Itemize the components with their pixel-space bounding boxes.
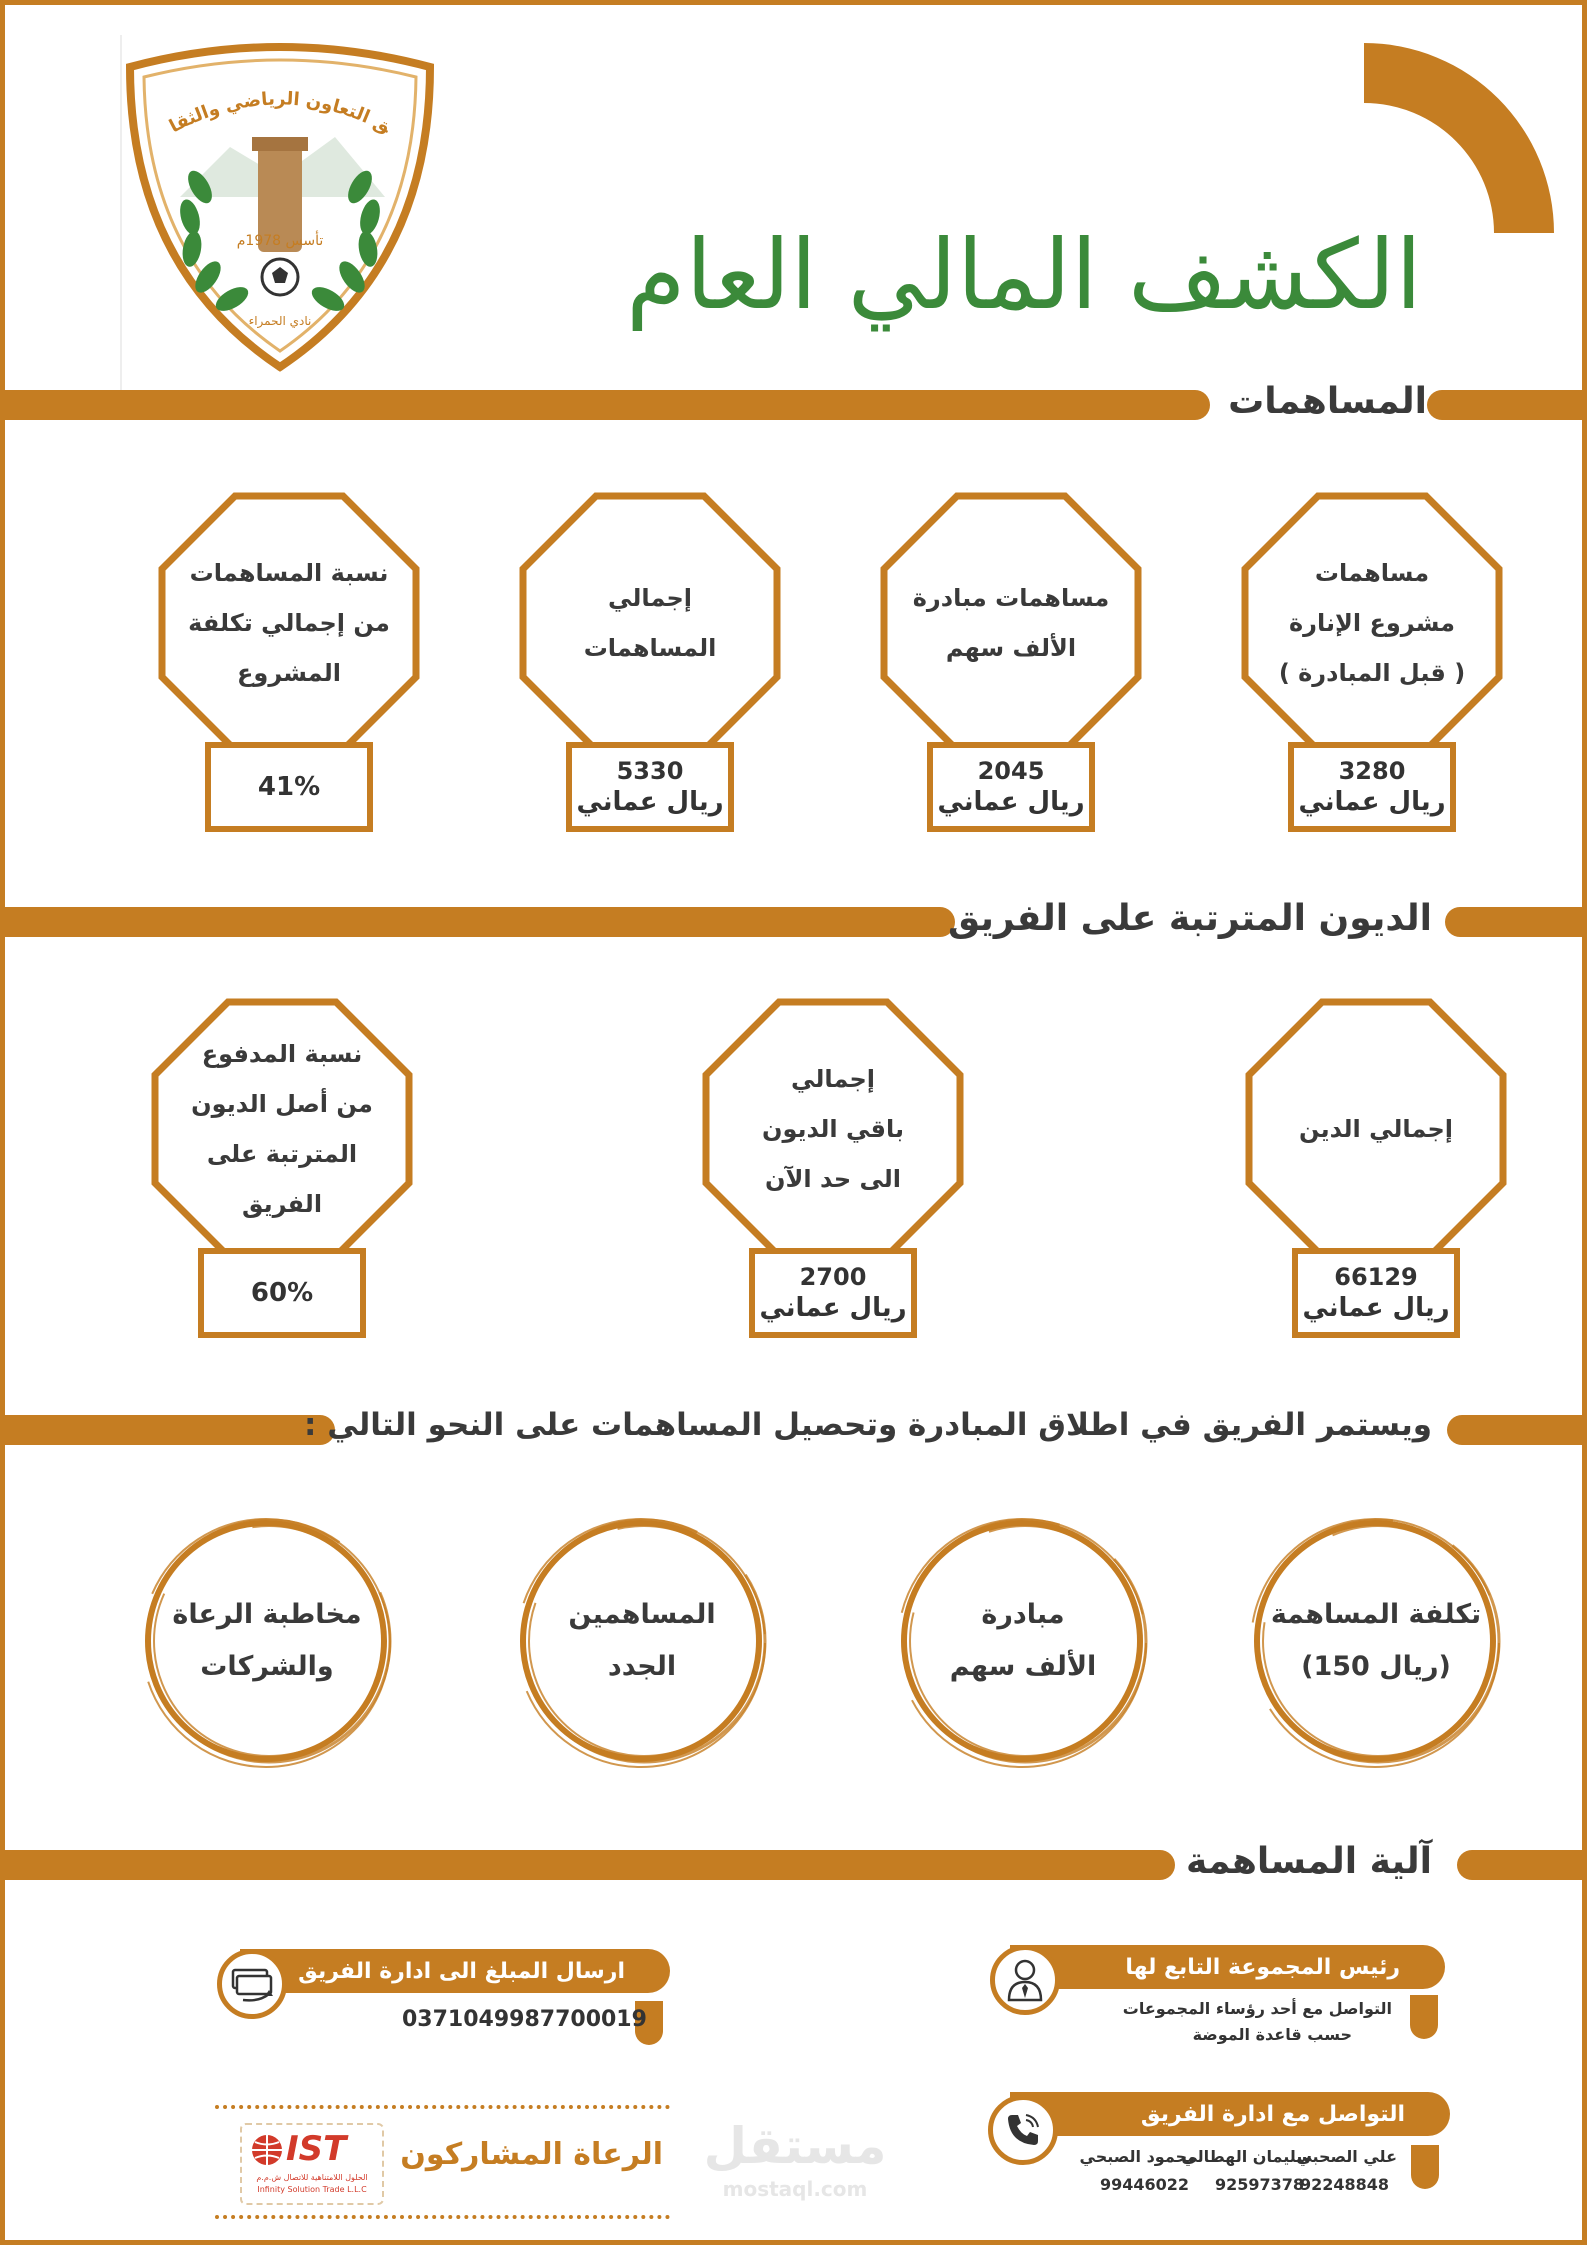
debt-value-amount: 66129 [1334, 1263, 1418, 1291]
section-band-contributions-right [1427, 390, 1587, 420]
person-tie-icon [1005, 1958, 1045, 2002]
contribution-card-label [1261, 492, 1483, 754]
debt-card-label-line: المترتبة على الفريق [206, 1140, 358, 1218]
contribution-value-box [566, 742, 734, 832]
section-title-debts: الديون المترتبة على الفريق [947, 898, 1432, 939]
contribution-card-4 [158, 492, 420, 754]
group-leader-line1: التواصل مع أحد رؤساء المجموعات [1122, 1999, 1392, 2018]
contribution-value-box [927, 742, 1095, 832]
debt-value-currency: ريال عماني [759, 1293, 907, 1323]
contact-person-phone: 92597378 [1214, 2175, 1304, 2194]
contribution-value-currency: ريال عماني [576, 787, 724, 817]
contact-person-name: سليمان الهطالي [1181, 2147, 1312, 2166]
contribution-value-currency: ريال عماني [937, 787, 1085, 817]
watermark-ar: مستقل [703, 2117, 887, 2175]
initiative-item-label-line: والشركات [200, 1651, 334, 1682]
transfer-icon-circle [217, 1949, 287, 2019]
section-band-contributions [5, 390, 1210, 420]
contribution-card-2 [880, 492, 1142, 754]
contribution-value-amount: 3280 [1338, 757, 1406, 785]
initiative-item-3 [511, 1510, 773, 1772]
contribution-value-amount: 2045 [977, 757, 1045, 785]
sponsors-dots-top [215, 2105, 670, 2109]
initiative-item-label-line: (ريال 150) [1301, 1651, 1451, 1682]
contribution-card-label [900, 492, 1122, 754]
contribution-card-3 [519, 492, 781, 754]
club-crest-icon [120, 37, 440, 377]
debt-value-box [1292, 1248, 1460, 1338]
debt-card-label-line: من أصل الديون [191, 1090, 373, 1118]
debt-card-2 [702, 998, 964, 1260]
debt-card-label-line: الى حد الآن [765, 1165, 901, 1193]
initiative-item-label-line: مبادرة [981, 1599, 1065, 1630]
contribution-card-label [178, 492, 400, 754]
sponsor-logo-ist: IST الحلول اللامتناهية للاتصال ش.م.م Infinity Solution Trade L.L.C [240, 2123, 384, 2205]
initiative-item-label [1255, 1510, 1497, 1772]
section-band-debts [5, 907, 955, 937]
section-title-contributions: المساهمات [1228, 381, 1427, 422]
contribution-value-amount: 41% [257, 772, 321, 802]
group-leader-icon-circle [990, 1945, 1060, 2015]
money-transfer-icon [229, 1964, 275, 2004]
initiative-item-label [146, 1510, 388, 1772]
section-band-mechanism-right [1457, 1850, 1587, 1880]
group-leader-tab [1410, 1995, 1438, 2039]
debt-card-label-line: إجمالي [791, 1065, 875, 1093]
section-band-debts-right [1445, 907, 1587, 937]
initiative-item-label-line: الألف سهم [949, 1651, 1097, 1682]
svg-text:فريق التعاون الرياضي والثقافي: ق التعاون الرياضي والثقا [165, 88, 395, 138]
contact-tab [1411, 2145, 1439, 2189]
contribution-card-label-line: المشروع [237, 659, 341, 687]
contribution-value-currency: ريال عماني [1298, 787, 1446, 817]
section-band-initiative [5, 1415, 335, 1445]
initiative-item-2 [892, 1510, 1154, 1772]
contact-person-name: محمود الصبحي [1079, 2147, 1197, 2166]
contact-pill [1010, 2092, 1450, 2136]
contribution-card-1 [1241, 492, 1503, 754]
contact-icon-circle [988, 2095, 1058, 2165]
transfer-title: ارسال المبلغ الى ادارة الفريق [298, 1958, 625, 1984]
svg-text:تأسس 1978م: تأسس 1978م [236, 233, 324, 249]
debt-card-label-line: نسبة المدفوع [201, 1040, 363, 1068]
initiative-item-label [902, 1510, 1144, 1772]
contribution-card-label [539, 492, 761, 754]
club-logo [120, 37, 440, 377]
initiative-item-label-line: مخاطبة الرعاة [172, 1599, 362, 1630]
corner-arc-decoration [1364, 43, 1554, 233]
transfer-account-number: 0371049987700019 [402, 2007, 647, 2032]
initiative-item-4 [136, 1510, 398, 1772]
section-band-initiative-right [1447, 1415, 1587, 1445]
debt-card-label-line: باقي الديون [761, 1115, 905, 1143]
contact-person-name: علي الصحبي [1296, 2147, 1397, 2166]
svg-text:نادي الحمراء: نادي الحمراء [248, 314, 312, 328]
group-leader-pill [1010, 1945, 1445, 1989]
contact-person-phone: 99446022 [1099, 2175, 1189, 2194]
debt-card-label-line: إجمالي الدين [1299, 1115, 1453, 1143]
contribution-value-box [205, 742, 373, 832]
initiative-item-label [521, 1510, 763, 1772]
page-title: الكشف المالي العام [626, 219, 1422, 332]
contribution-card-label-line: نسبة المساهمات [189, 559, 389, 587]
watermark-en: mostaql.com [722, 2177, 868, 2201]
contribution-card-label-line: إجمالي [608, 584, 692, 612]
debt-card-1 [1245, 998, 1507, 1260]
contact-person-phone: 92248848 [1299, 2175, 1389, 2194]
debt-value-currency: ريال عماني [1302, 1293, 1450, 1323]
debt-value-box [749, 1248, 917, 1338]
group-leader-line2: حسب قاعدة الموضة [1192, 2025, 1352, 2044]
contact-title: التواصل مع ادارة الفريق [1140, 2101, 1405, 2127]
debt-card-label [171, 998, 393, 1260]
sponsors-title: الرعاة المشاركون [400, 2137, 663, 2172]
debt-card-label [1265, 998, 1487, 1260]
contribution-card-label-line: الألف سهم [945, 634, 1077, 662]
debt-card-3 [151, 998, 413, 1260]
section-title-initiative: ويستمر الفريق في اطلاق المبادرة وتحصيل المساهمات على النحو التالي : [304, 1407, 1432, 1443]
globe-icon [250, 2133, 284, 2167]
phone-icon [1004, 2111, 1042, 2149]
contribution-card-label-line: ( قبل المبادرة ) [1278, 659, 1466, 687]
contribution-card-label-line: مساهمات [1314, 559, 1430, 587]
initiative-item-1 [1245, 1510, 1507, 1772]
debt-value-box [198, 1248, 366, 1338]
contribution-card-label-line: المساهمات [583, 634, 717, 662]
initiative-item-label-line: الجدد [607, 1651, 677, 1682]
group-leader-title: رئيس المجموعة التابع لها [1125, 1954, 1400, 1980]
contribution-value-box [1288, 742, 1456, 832]
initiative-item-label-line: تكلفة المساهمة [1270, 1599, 1482, 1630]
debt-card-label [722, 998, 944, 1260]
section-title-mechanism: آلية المساهمة [1186, 1841, 1432, 1882]
contribution-card-label-line: من إجمالي تكلفة [188, 609, 390, 637]
section-band-mechanism [5, 1850, 1175, 1880]
transfer-pill [240, 1949, 670, 1993]
contribution-value-amount: 5330 [616, 757, 684, 785]
contribution-card-label-line: مساهمات مبادرة [912, 584, 1110, 612]
initiative-item-label-line: المساهمين [568, 1599, 716, 1630]
debt-value-amount: 60% [250, 1278, 314, 1308]
sponsors-dots-bottom [215, 2215, 670, 2219]
contribution-card-label-line: مشروع الإنارة [1289, 609, 1455, 637]
debt-value-amount: 2700 [799, 1263, 867, 1291]
